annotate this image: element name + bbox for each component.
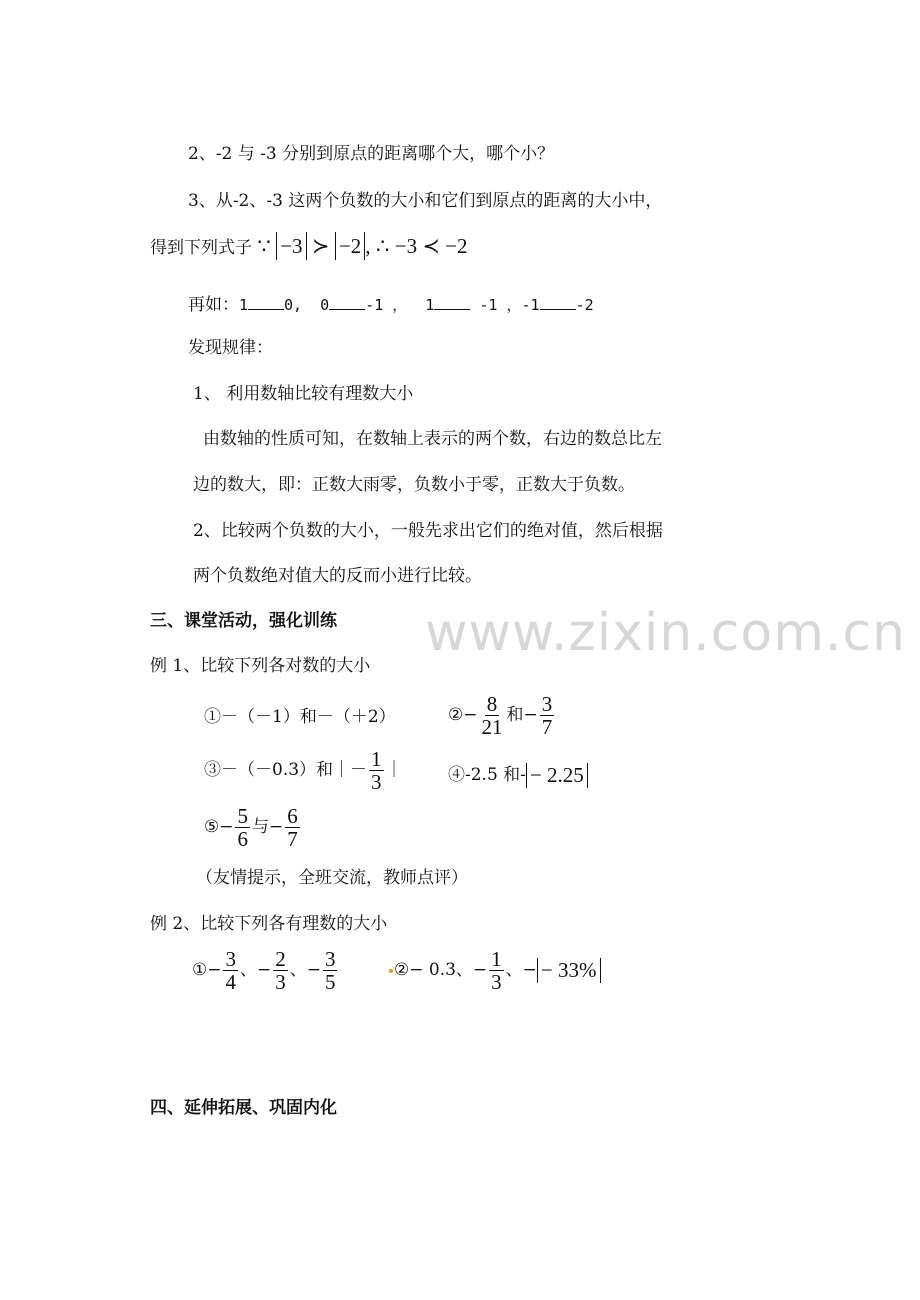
numerator: 3: [324, 947, 336, 971]
item4-prefix: ④-2.5 和-: [448, 765, 526, 785]
section-3-heading: 三、课堂活动，强化训练: [150, 611, 337, 631]
section-4-heading: 四、延伸拓展、巩固内化: [150, 1098, 337, 1118]
item5-prefix: ⑤−: [204, 817, 234, 838]
rule-1-text-2: 边的数大，即：正数大雨零，负数小于零，正数大于负数。: [193, 475, 635, 495]
succeeds-symbol: ≻: [311, 234, 330, 258]
fraction-3-4: [223, 948, 238, 993]
ex1-item-5: [204, 805, 302, 850]
abs-minus-33-percent: − 33%: [537, 958, 601, 983]
denominator: 7: [287, 827, 298, 852]
ex1-item-3: [204, 748, 403, 793]
ex1-hint: （友情提示，全班交流，教师点评）: [196, 868, 468, 888]
value-a3: 1: [425, 296, 435, 314]
example-line: [188, 295, 594, 314]
abs-minus-2: −2: [335, 232, 365, 260]
numerator: 8: [486, 692, 498, 716]
abs-minus-2-25: − 2.25: [526, 763, 588, 788]
fraction-6-7: [285, 805, 300, 850]
ex2-item-1: [192, 948, 339, 993]
value-b2: -1 ，: [365, 296, 408, 314]
watermark: www.zixin.com.cn: [425, 603, 906, 663]
ex1-item-1: ①－（－1）和－（＋2）: [204, 707, 396, 727]
numerator: 2: [275, 947, 286, 971]
denominator: 4: [225, 970, 236, 995]
therefore-symbol: ∴: [375, 234, 390, 258]
rule-1-title: 1、 利用数轴比较有理数大小: [193, 384, 414, 404]
rule-1-text-1: 由数轴的性质可知，在数轴上表示的两个数，右边的数总比左: [203, 429, 662, 449]
numerator: 1: [491, 947, 502, 971]
value-b3: -1 ，: [479, 296, 522, 314]
fill-blank-4[interactable]: [540, 295, 576, 310]
value-a2: 0: [320, 296, 330, 314]
discover-heading: 发现规律：: [188, 338, 273, 358]
rule-2-text-2: 两个负数绝对值大的反而小进行比较。: [193, 566, 482, 586]
example-label: 再如：: [188, 295, 239, 315]
fraction-5-6: [235, 805, 250, 850]
question-3: 3、从-2、-3 这两个负数的大小和它们到原点的距离的大小中，: [188, 191, 663, 211]
fraction-2-3: [273, 948, 288, 993]
numerator: 5: [237, 804, 248, 828]
denominator: 3: [275, 970, 286, 995]
fill-blank-1[interactable]: [248, 295, 284, 310]
item5-mid: 与−: [251, 817, 284, 838]
fraction-8-21: [479, 693, 504, 738]
item2-mid: 和−: [506, 705, 538, 726]
ex2-item1-prefix: ①−: [192, 960, 222, 981]
because-symbol: ∵: [257, 234, 271, 258]
ex1-item-2: [448, 693, 556, 738]
value-a1: 1: [239, 296, 249, 314]
item3-prefix: ③－（－0.3）和｜－: [204, 760, 368, 781]
separator: 、−: [239, 960, 272, 981]
ex2-item2-mid: 、−: [505, 960, 537, 981]
value-b4: -2: [575, 296, 594, 314]
denominator: 3: [491, 970, 502, 995]
numerator: 3: [541, 692, 553, 716]
abs-minus-3: −3: [276, 232, 306, 260]
denominator: 21: [481, 715, 503, 740]
fill-blank-2[interactable]: [329, 295, 365, 310]
value-a4: -1: [521, 296, 540, 314]
denominator: 3: [371, 770, 382, 795]
denominator: 7: [541, 715, 553, 740]
derive-result: −3 ≺ −2: [394, 234, 468, 258]
separator: 、−: [289, 960, 321, 981]
fraction-3-5: [323, 948, 338, 993]
marker-dot: [389, 969, 393, 973]
ex1-item-4: [448, 763, 588, 788]
derive-prefix: 得到下列式子: [150, 238, 252, 258]
rule-2-text-1: 2、比较两个负数的大小，一般先求出它们的绝对值，然后根据: [193, 521, 663, 541]
question-2: 2、-2 与 -3 分别到原点的距离哪个大，哪个小？: [188, 144, 555, 164]
item3-suffix: ｜: [385, 760, 403, 781]
example-1-title: 例 1、比较下列各对数的大小: [150, 656, 371, 676]
numerator: 1: [371, 747, 382, 771]
denominator: 6: [237, 827, 248, 852]
fill-blank-3[interactable]: [434, 295, 470, 310]
derived-inequality: [150, 236, 468, 257]
item2-prefix: ②−: [448, 705, 478, 726]
fraction-1-3: [489, 948, 504, 993]
example-2-title: 例 2、比较下列各有理数的大小: [150, 914, 388, 934]
comma: ,: [365, 234, 371, 258]
fraction-1-3: [369, 748, 384, 793]
ex2-item-2: [388, 948, 601, 993]
ex2-item2-prefix: ②− 0.3、−: [394, 960, 488, 981]
numerator: 6: [287, 804, 298, 828]
denominator: 5: [324, 970, 336, 995]
fraction-3-7: [540, 693, 555, 738]
numerator: 3: [225, 947, 236, 971]
value-b1: 0,: [284, 296, 303, 314]
